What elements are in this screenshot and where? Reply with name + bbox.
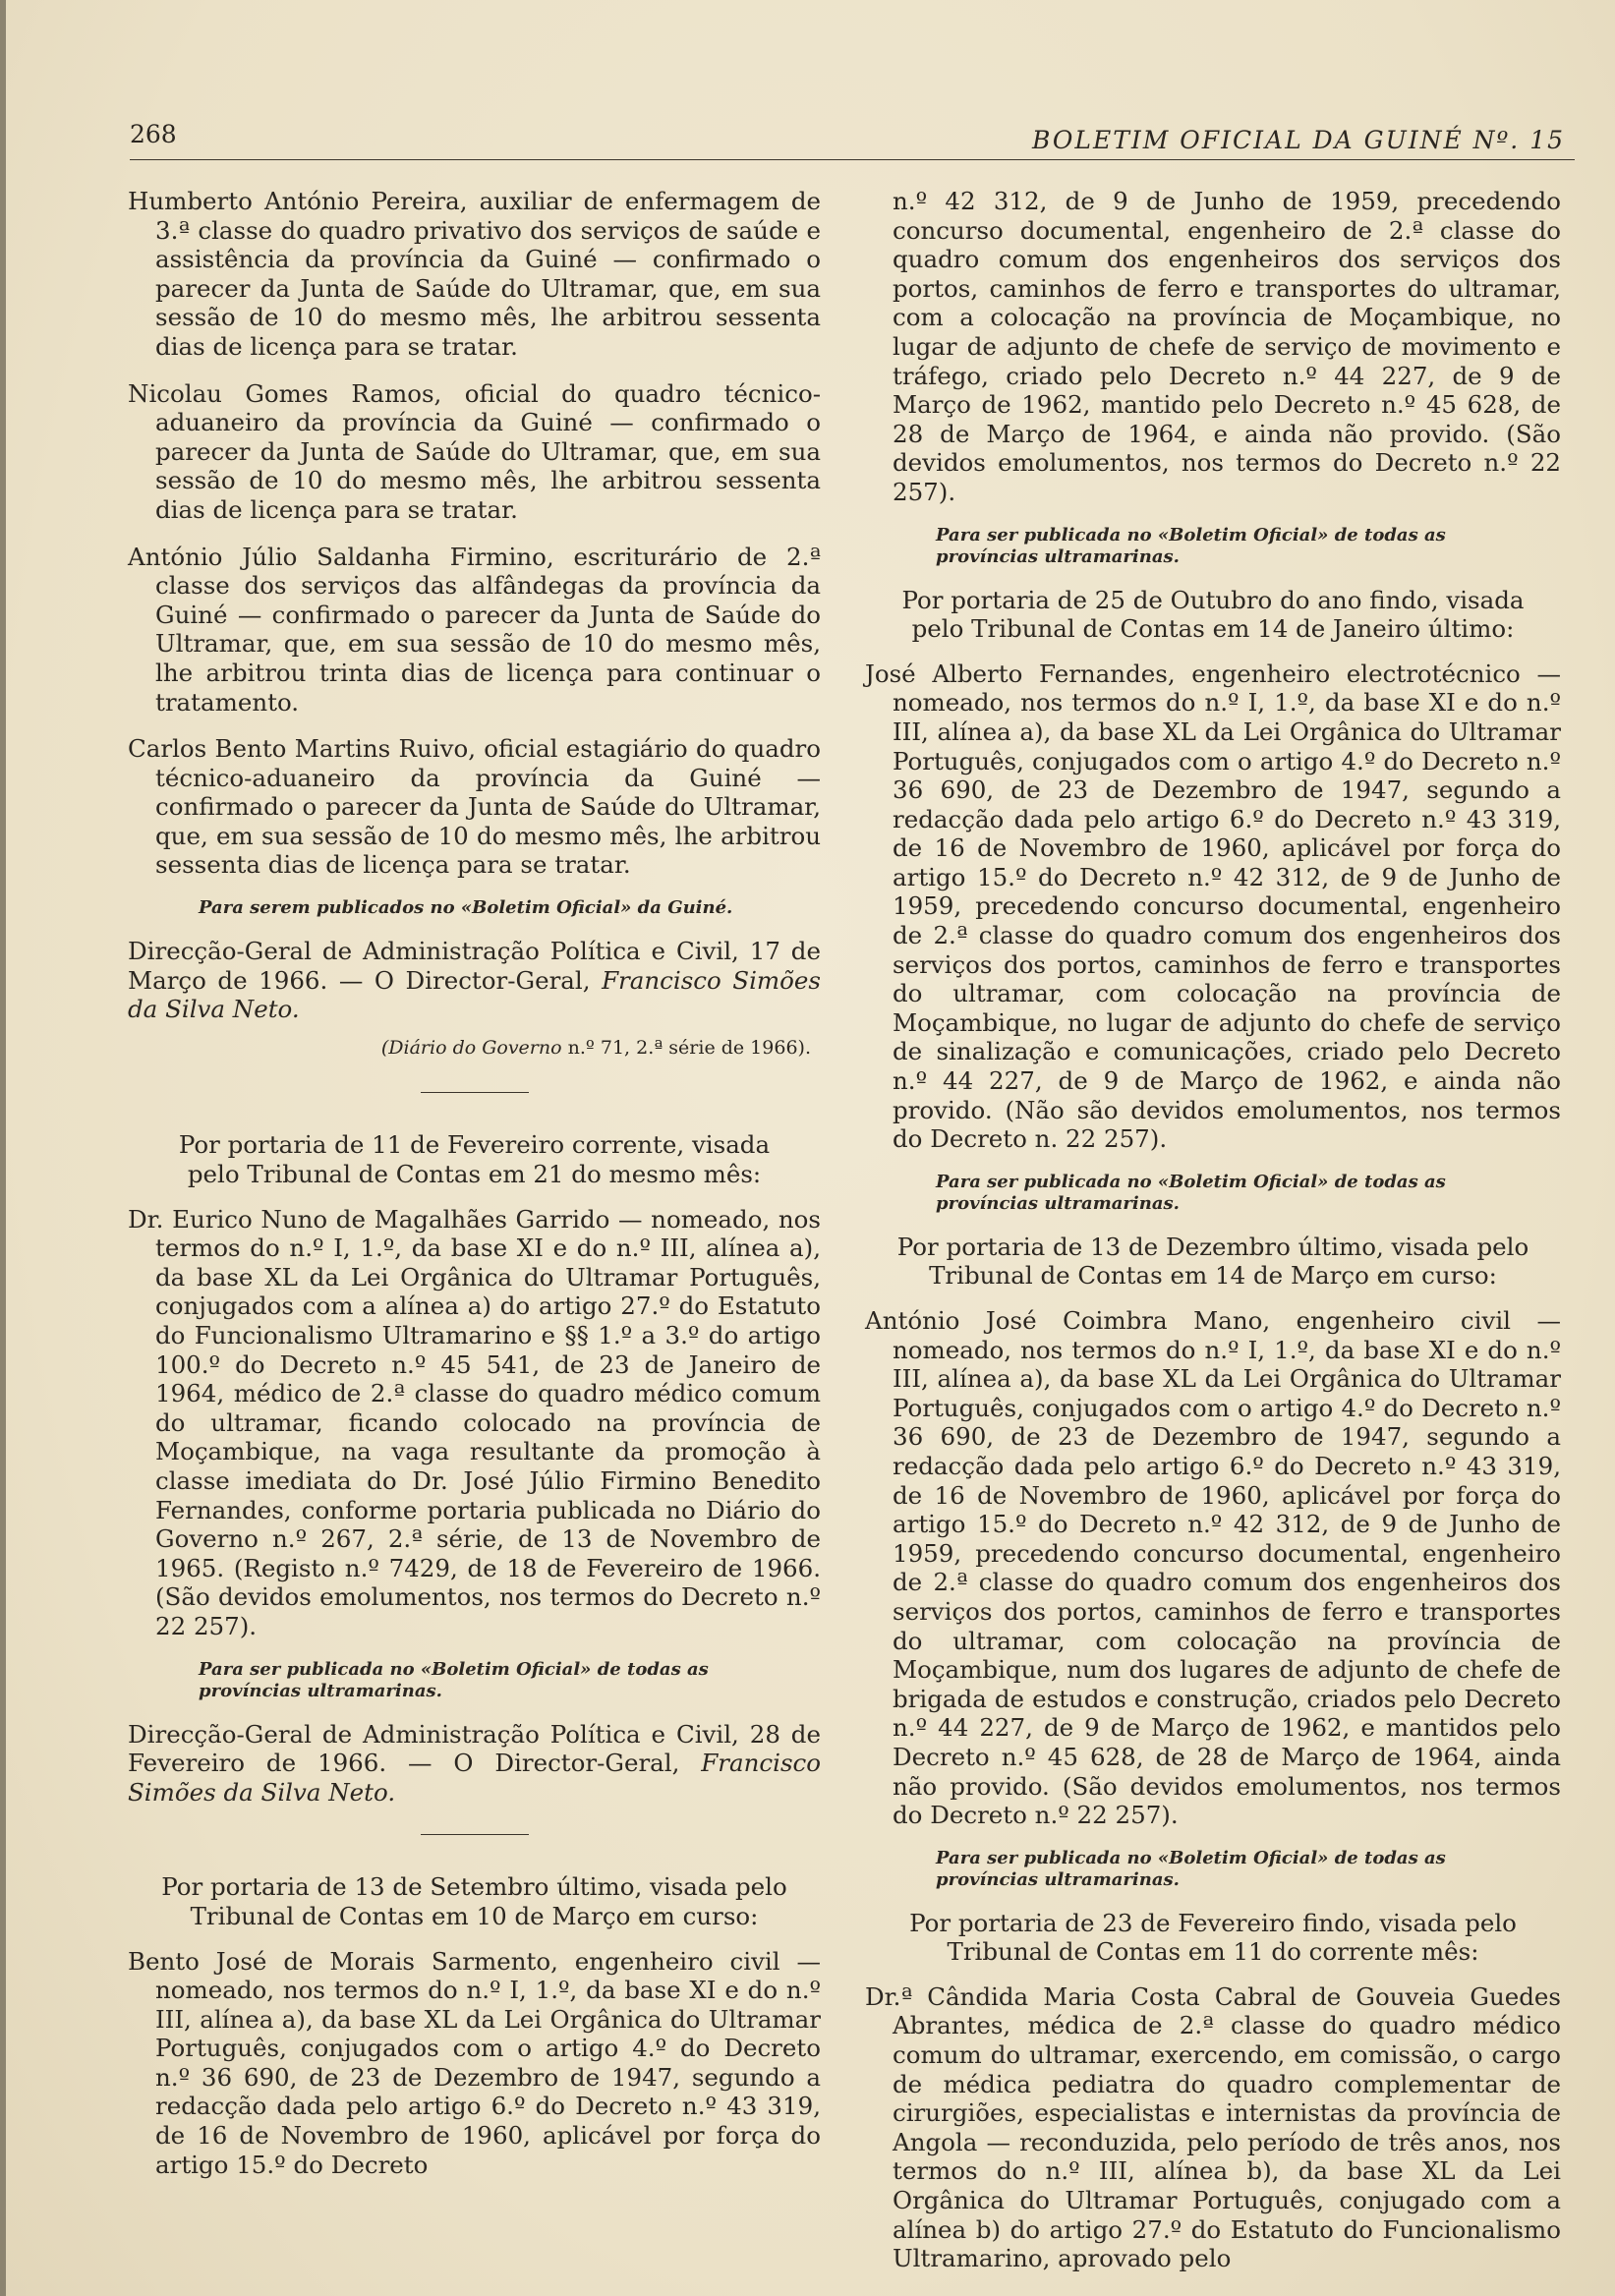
section-separator [421, 1834, 529, 1835]
right-column [865, 187, 1561, 2291]
page-header [130, 120, 1575, 160]
entry-antonio-mano: António José Coimbra Mano, engenheiro civil — nomeado, nos termos do n.º I, 1.º, da base XI e do n.º III, alínea a), da base XL da Lei Orgânica do Ultramar Português, conjugados com o artigo 4.º do Decreto n.º 36 690, de 23 de Dezembro de 1947, segundo a redacção dada pelo artigo 6.º do Decreto n.º 43 319, de 16 de Novembro de 1960, aplicável por força do artigo 15.º do Decreto n.º 42 312, de 9 de Junho de 1959, precedendo concurso documental, engenheiro de 2.ª classe do quadro comum dos engenheiros dos serviços dos portos, caminhos de ferro e transportes do ultramar, com colocação na província de Moçambique, num dos lugares de adjunto de chefe de brigada de estudos e construção, criados pelo Decreto n.º 44 227, de 9 de Março de 1962, e mantidos pelo Decreto n.º 45 628, de 28 de Março de 1964, ainda não provido. (São devidos emolumentos, nos termos do Decreto n.º 22 257). [865, 1306, 1561, 1830]
entry-bento-sarmento: Bento José de Morais Sarmento, engenheiro civil — nomeado, nos termos do n.º I, 1.º, da base XI e do n.º III, alínea a), da base XL da Lei Orgânica do Ultramar Português, conjugados com o artigo 4.º do Decreto n.º 36 690, de 23 de Dezembro de 1947, segundo a redacção dada pelo artigo 6.º do Decreto n.º 43 319, de 16 de Novembro de 1960, aplicável por força do artigo 15.º do Decreto [128, 1946, 821, 2179]
page-edge-shadow [0, 0, 6, 2296]
signature-name: Francisco Simões da Silva Neto. [128, 1749, 821, 1807]
source-italic: (Diário do Governo [380, 1036, 562, 1059]
entry-nicolau-ramos: Nicolau Gomes Ramos, oficial do quadro técnico-aduaneiro da província da Guiné — confirmado o parecer da Junta de Saúde do Ultramar, que, em sua sessão de 10 do mesmo mês, lhe arbitrou sessenta dias de licença para se tratar. [128, 378, 821, 524]
entry-antonio-firmino: António Júlio Saldanha Firmino, escriturário de 2.ª classe dos serviços das alfândegas da província da Guiné — confirmado o parecer da Junta de Saúde do Ultramar, que, em sua sessão de 10 do mesmo mês, lhe arbitrou trinta dias de licença para continuar o tratamento. [128, 542, 821, 717]
signature-text: Direcção-Geral de Administração Política e Civil, 17 de Março de 1966. — O Director-Geral, [128, 937, 821, 995]
entry-candida-abrantes: Dr.ª Cândida Maria Costa Cabral de Gouveia Guedes Abrantes, médica de 2.ª classe do quadro médico comum do ultramar, exercendo, em comissão, o cargo de médica pediatra do quadro complementar de cirurgiões, especialistas e internistas da província de Angola — reconduzida, pelo período de três anos, nos termos do n.º III, alínea b), da base XL da Lei Orgânica do Ultramar Português, conjugado com a alínea b) do artigo 27.º do Estatuto do Funcionalismo Ultramarino, aprovado pelo [865, 1981, 1561, 2273]
portaria-intro: Por portaria de 25 de Outubro do ano findo, visada pelo Tribunal de Contas em 14 de Janeiro último: [901, 585, 1525, 644]
publication-note: Para ser publicada no «Boletim Oficial» de todas as províncias ultramarinas. [936, 524, 1446, 567]
journal-title: BOLETIM OFICIAL DA GUINÉ Nº. 15 [1032, 126, 1565, 154]
source-rest: n.º 71, 2.ª série de 1966). [561, 1036, 811, 1059]
page-number: 268 [130, 120, 177, 148]
publication-note: Para ser publicada no «Boletim Oficial» de todas as províncias ultramarinas. [936, 1171, 1446, 1214]
portaria-intro: Por portaria de 11 de Fevereiro corrente, visada pelo Tribunal de Contas em 21 do mesmo mês: [178, 1130, 771, 1189]
portaria-intro: Por portaria de 13 de Dezembro último, visada pelo Tribunal de Contas em 14 de Março em curso: [896, 1232, 1529, 1291]
signature-text: Direcção-Geral de Administração Política e Civil, 28 de Fevereiro de 1966. — O Director-Geral, [128, 1719, 821, 1778]
signature-block [128, 937, 821, 1024]
publication-note: Para serem publicados no «Boletim Oficial» da Guiné. [199, 897, 733, 919]
entry-humberto-pereira: Humberto António Pereira, auxiliar de enfermagem de 3.ª classe do quadro privativo dos serviços de saúde e assistência da província da Guiné — confirmado o parecer da Junta de Saúde do Ultramar, que, em sua sessão de 10 do mesmo mês, lhe arbitrou sessenta dias de licença para se tratar. [128, 187, 821, 361]
entry-continuation: n.º 42 312, de 9 de Junho de 1959, precedendo concurso documental, engenheiro de 2.ª classe do quadro comum dos engenheiros dos serviços dos portos, caminhos de ferro e transportes do ultramar, com a colocação na província de Moçambique, no lugar de adjunto de chefe de serviço de movimento e tráfego, criado pelo Decreto n.º 44 227, de 9 de Março de 1962, mantido pelo Decreto n.º 45 628, de 28 de Março de 1964, e ainda não provido. (São devidos emolumentos, nos termos do Decreto n.º 22 257). [893, 187, 1561, 506]
left-column [128, 187, 821, 2197]
entry-jose-fernandes: José Alberto Fernandes, engenheiro electrotécnico — nomeado, nos termos do n.º I, 1.º, da base XI e do n.º III, alínea a), da base XL da Lei Orgânica do Ultramar Português, conjugados com o artigo 4.º do Decreto n.º 36 690, de 23 de Dezembro de 1947, segundo a redacção dada pelo artigo 6.º do Decreto n.º 43 319, de 16 de Novembro de 1960, aplicável por força do artigo 15.º do Decreto n.º 42 312, de 9 de Junho de 1959, precedendo concurso documental, engenheiro de 2.ª classe do quadro comum dos engenheiros dos serviços dos portos, caminhos de ferro e transportes do ultramar, com colocação na província de Moçambique, no lugar de adjunto do chefe de serviço de sinalização e comunicações, criado pelo Decreto n.º 44 227, de 9 de Março de 1962, e ainda não provido. (Não são devidos emolumentos, nos termos do Decreto n. 22 257). [865, 659, 1561, 1154]
signature-block [128, 1720, 821, 1808]
signature-name: Francisco Simões da Silva Neto. [128, 965, 821, 1024]
portaria-intro: Por portaria de 13 de Setembro último, visada pelo Tribunal de Contas em 10 de Março em curso: [161, 1872, 787, 1930]
portaria-intro: Por portaria de 23 de Fevereiro findo, visada pelo Tribunal de Contas em 11 do corrente mês: [909, 1908, 1517, 1967]
section-separator [421, 1092, 529, 1093]
source-citation [128, 1034, 811, 1063]
publication-note: Para ser publicada no «Boletim Oficial» de todas as províncias ultramarinas. [936, 1847, 1446, 1890]
entry-eurico-garrido: Dr. Eurico Nuno de Magalhães Garrido — nomeado, nos termos do n.º I, 1.º, da base XI e do n.º III, alínea a), da base XL da Lei Orgânica do Ultramar Português, conjugados com a alínea a) do artigo 27.º do Estatuto do Funcionalismo Ultramarino e §§ 1.º a 3.º do artigo 100.º do Decreto n.º 45 541, de 23 de Janeiro de 1964, médico de 2.ª classe do quadro médico comum do ultramar, ficando colocado na província de Moçambique, na vaga resultante da promoção à classe imediata do Dr. José Júlio Firmino Benedito Fernandes, conforme portaria publicada no Diário do Governo n.º 267, 2.ª série, de 13 de Novembro de 1965. (Registo n.º 7429, de 18 de Fevereiro de 1966. (São devidos emolumentos, nos termos do Decreto n.º 22 257). [128, 1204, 821, 1640]
publication-note: Para ser publicada no «Boletim Oficial» de todas as províncias ultramarinas. [199, 1658, 709, 1701]
entry-carlos-ruivo: Carlos Bento Martins Ruivo, oficial estagiário do quadro técnico-aduaneiro da província da Guiné — confirmado o parecer da Junta de Saúde do Ultramar, que, em sua sessão de 10 do mesmo mês, lhe arbitrou sessenta dias de licença para se tratar. [128, 734, 821, 880]
